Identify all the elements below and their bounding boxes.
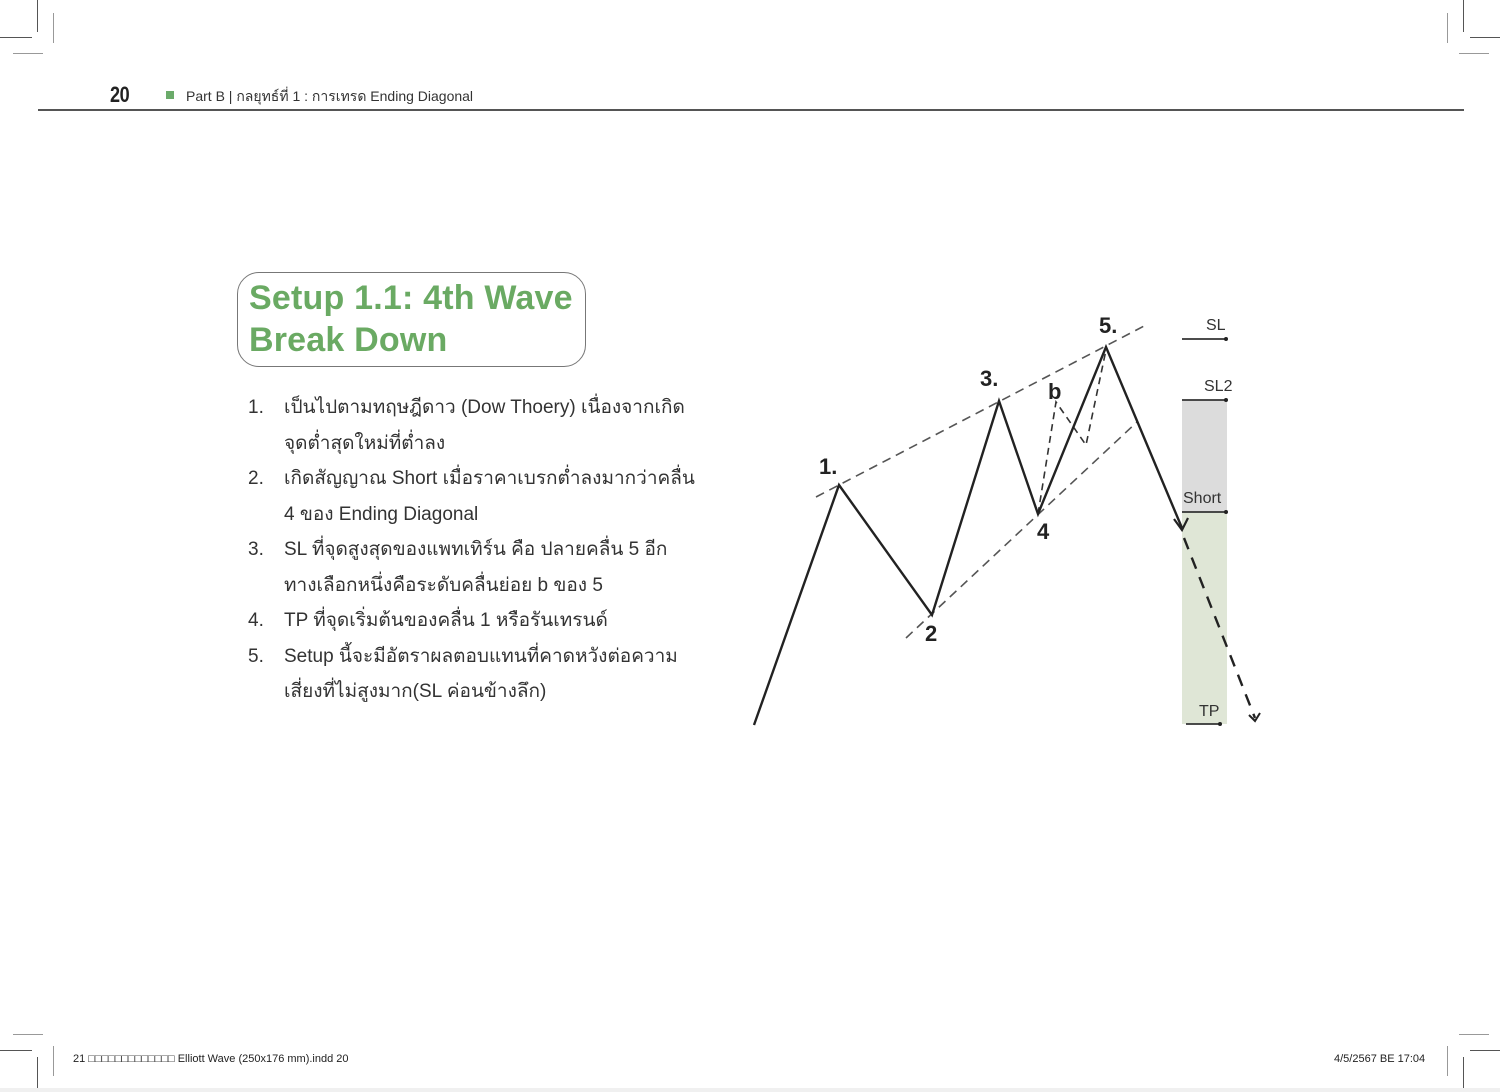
wave-label-4: 4 bbox=[1037, 519, 1050, 544]
step-text: 4 ของ Ending Diagonal bbox=[284, 503, 479, 525]
step-number: 3. bbox=[248, 539, 264, 560]
step-text: เสี่ยงที่ไม่สูงมาก(SL ค่อนข้างลึก) bbox=[284, 681, 547, 702]
step-number: 2. bbox=[248, 468, 264, 489]
step-number: 4. bbox=[248, 610, 264, 631]
crop-mark bbox=[0, 37, 32, 38]
slug-timestamp: 4/5/2567 BE 17:04 bbox=[1334, 1053, 1426, 1065]
step-text: ทางเลือกหนึ่งคือระดับคลื่นย่อย b ของ 5 bbox=[284, 574, 603, 596]
crop-mark bbox=[1447, 13, 1448, 43]
section-bullet-icon bbox=[166, 91, 174, 99]
section-title: Part B | กลยุทธ์ที่ 1 : การเทรด Ending Diagonal bbox=[186, 88, 474, 104]
slug-file-info: 21 □□□□□□□□□□□□□ Elliott Wave (250x176 mm).indd 20 bbox=[73, 1053, 349, 1065]
crop-mark bbox=[37, 1057, 38, 1092]
wave-path bbox=[754, 347, 1182, 725]
crop-mark bbox=[1470, 37, 1500, 38]
list-item bbox=[248, 603, 718, 639]
sl2-label: SL2 bbox=[1204, 378, 1233, 395]
page-edge bbox=[0, 1088, 1500, 1092]
running-header bbox=[38, 80, 1464, 110]
subwave-label-b: b bbox=[1048, 379, 1062, 404]
crop-mark bbox=[13, 1034, 43, 1035]
page-number: 20 bbox=[110, 82, 130, 107]
wave-label-1: 1. bbox=[819, 454, 838, 479]
crop-mark bbox=[1459, 1034, 1489, 1035]
step-text: จุดต่ำสุดใหม่ที่ต่ำลง bbox=[284, 432, 446, 454]
lower-trendline bbox=[906, 422, 1137, 638]
upper-trendline bbox=[816, 325, 1146, 497]
list-item bbox=[248, 461, 718, 532]
wave-label-5: 5. bbox=[1099, 313, 1118, 338]
step-text: เกิดสัญญาณ Short เมื่อราคาเบรกต่ำลงมากว่าคลื่น bbox=[284, 468, 695, 489]
sl-label: SL bbox=[1206, 317, 1226, 334]
setup-title-line2: Break Down bbox=[249, 321, 448, 359]
step-text: Setup นี้จะมีอัตราผลตอบแทนที่คาดหวังต่อความ bbox=[284, 645, 678, 667]
wave-diagram-graphic bbox=[740, 300, 1280, 740]
short-label: Short bbox=[1183, 490, 1222, 507]
crop-mark bbox=[1459, 53, 1489, 54]
crop-mark bbox=[53, 1046, 54, 1076]
crop-mark bbox=[37, 0, 38, 32]
wave-label-2: 2 bbox=[925, 621, 938, 646]
crop-mark bbox=[13, 53, 43, 54]
crop-mark bbox=[53, 13, 54, 43]
reward-zone bbox=[1182, 512, 1227, 724]
crop-mark bbox=[1470, 1050, 1500, 1051]
list-item bbox=[248, 639, 718, 710]
wave-label-3: 3. bbox=[980, 366, 999, 391]
setup-title-box bbox=[237, 272, 586, 367]
setup-title-line1: Setup 1.1: 4th Wave bbox=[249, 279, 573, 317]
tp-label: TP bbox=[1199, 703, 1220, 720]
step-number: 1. bbox=[248, 397, 264, 418]
step-number: 5. bbox=[248, 645, 264, 667]
setup-steps-list bbox=[248, 390, 718, 710]
crop-mark bbox=[1447, 1046, 1448, 1076]
crop-mark bbox=[0, 1050, 32, 1051]
setup-title bbox=[249, 277, 573, 361]
step-text: TP ที่จุดเริ่มต้นของคลื่น 1 หรือรันเทรนด์ bbox=[284, 610, 608, 631]
header-divider bbox=[38, 109, 1464, 111]
list-item bbox=[248, 390, 718, 461]
crop-mark bbox=[1463, 1057, 1464, 1092]
list-item bbox=[248, 532, 718, 603]
step-text: SL ที่จุดสูงสุดของแพทเทิร์น คือ ปลายคลื่น 5 อีก bbox=[284, 539, 668, 560]
step-text: เป็นไปตามทฤษฎีดาว (Dow Thoery) เนื่องจากเกิด bbox=[284, 397, 685, 418]
ending-diagonal-diagram bbox=[740, 300, 1280, 740]
crop-mark bbox=[1463, 0, 1464, 32]
